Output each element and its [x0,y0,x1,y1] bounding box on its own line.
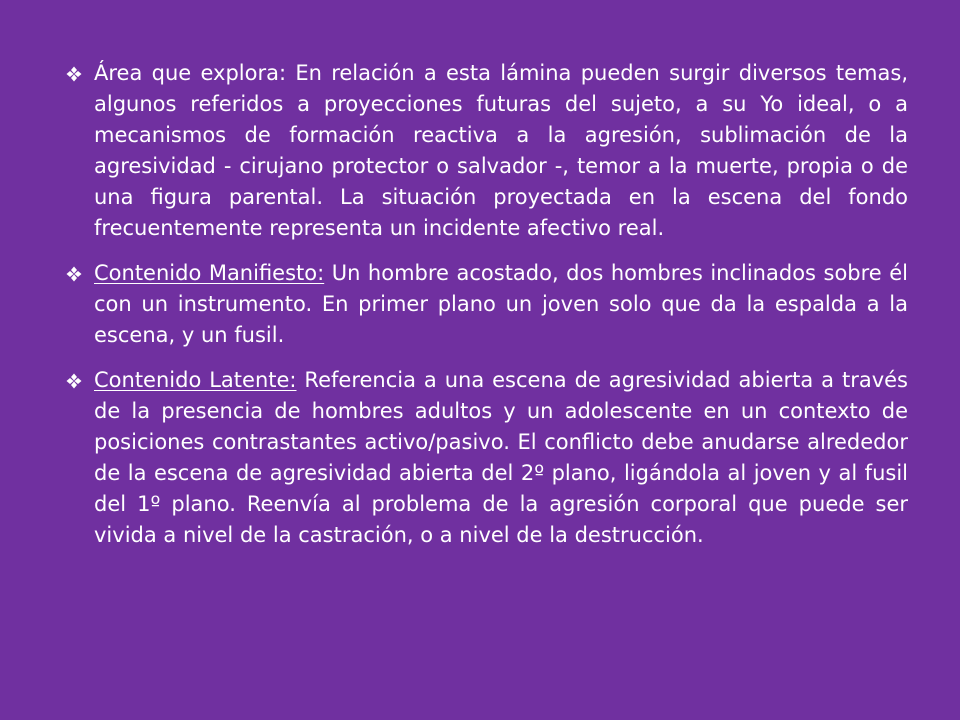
bullet-area-que-explora [66,58,908,244]
bullet-contenido-latente [66,365,908,551]
bullet-text: Un hombre acostado, dos hombres inclinados sobre él con un instrumento. En primer plano un joven solo que da la espalda a la escena, y un fusil. [94,261,908,347]
bullet-list [66,58,908,551]
bullet-text: Área que explora: En relación a esta lámina pueden surgir diversos temas, algunos referidos a proyecciones futuras del sujeto, a su Yo ideal, o a mecanismos de formación reactiva a la agresión, sublimación de la agresividad - cirujano protector o salvador -, temor a la muerte, propia o de una figura parental. La situación proyectada en la escena del fondo frecuentemente representa un incidente afectivo real. [94,61,908,240]
four-diamond-bullet-icon [66,373,82,389]
bullet-label: Contenido Latente: [94,368,297,392]
bullet-label: Contenido Manifiesto: [94,261,325,285]
four-diamond-bullet-icon [66,266,82,282]
bullet-text: Referencia a una escena de agresividad abierta a través de la presencia de hombres adultos y un adolescente en un contexto de posiciones contrastantes activo/pasivo. El conflicto debe anudarse alrededor de la escena de agresividad abierta del 2º plano, ligándola al joven y al fusil del 1º plano. Reenvía al problema de la agresión corporal que puede ser vivida a nivel de la castración, o a nivel de la destrucción. [94,368,908,547]
bullet-contenido-manifiesto [66,258,908,351]
four-diamond-bullet-icon [66,66,82,82]
